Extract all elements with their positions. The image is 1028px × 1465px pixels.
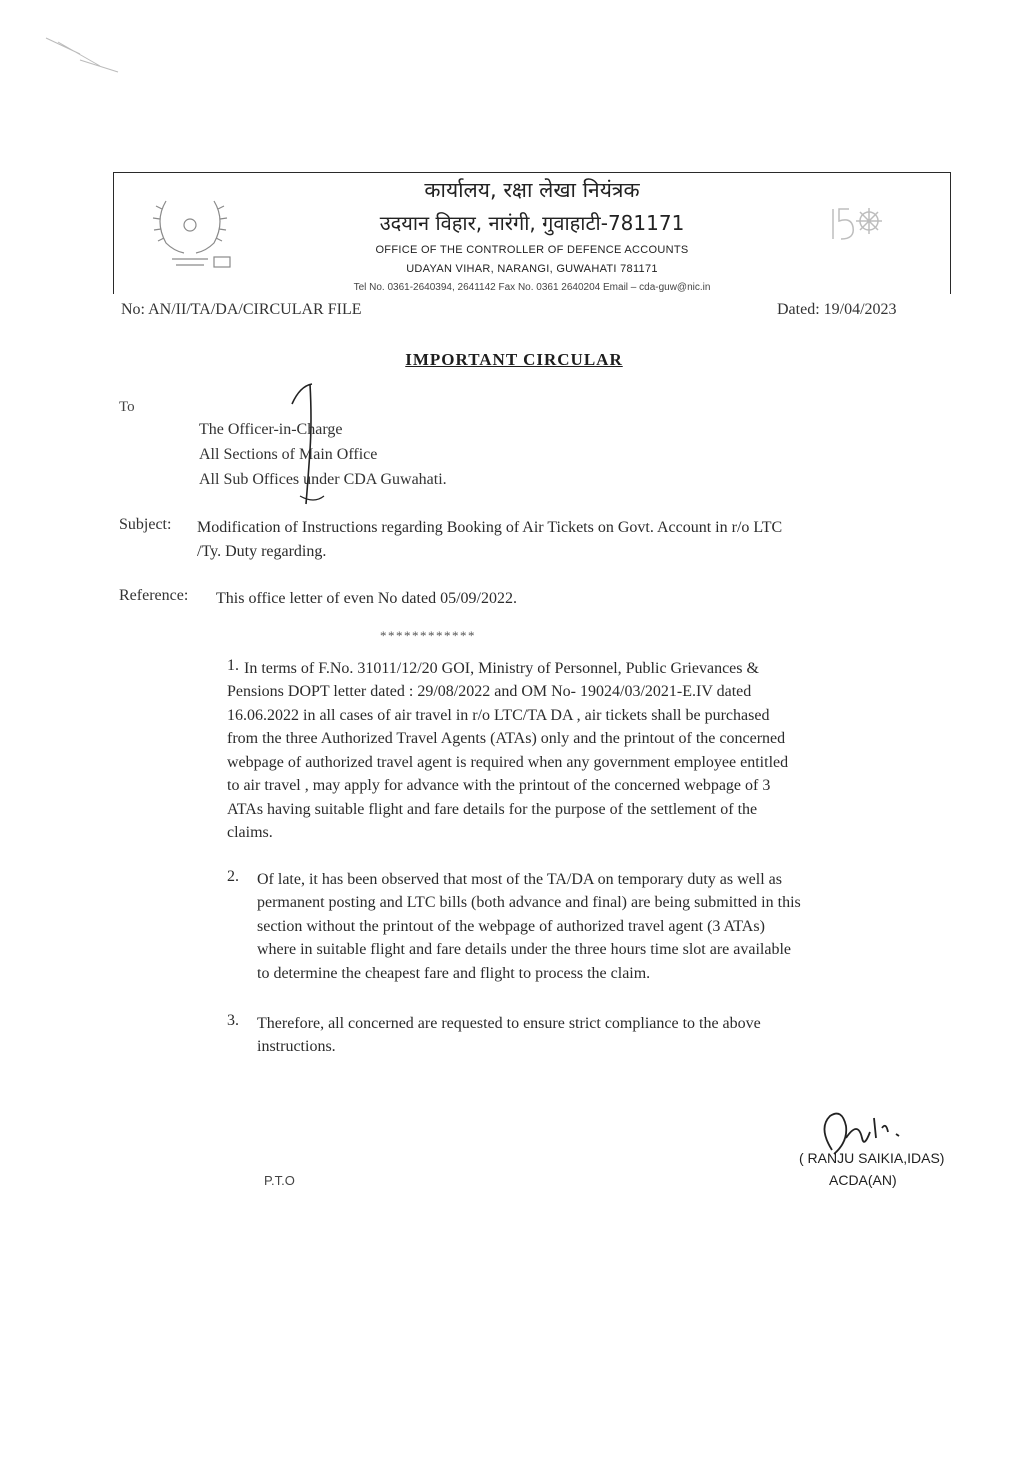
paragraph-line: to determine the cheapest fare and flight to process the claim.	[257, 965, 651, 982]
circular-title: IMPORTANT CIRCULAR	[405, 350, 623, 369]
office-address-hindi: उदयान विहार, नारंगी, गुवाहाटी-781171	[379, 211, 685, 235]
addressee-line: The Officer-in-Charge	[199, 421, 343, 438]
paragraph-number: 1.	[227, 657, 239, 674]
office-title-english: OFFICE OF THE CONTROLLER OF DEFENCE ACCOUNTS	[375, 244, 689, 256]
subject-line: Modification of Instructions regarding Booking of Air Tickets on Govt. Account in r/o LTC	[197, 519, 783, 536]
office-title-hindi: कार्यालय, रक्षा लेखा नियंत्रक	[424, 178, 640, 202]
letterhead	[113, 172, 951, 294]
office-contact: Tel No. 0361-2640394, 2641142 Fax No. 0361 2640204 Email – cda-guw@nic.in	[353, 282, 711, 293]
paragraph-number: 3.	[227, 1012, 239, 1029]
paragraph-line: webpage of authorized travel agent is required when any government employee entitled	[227, 754, 789, 771]
addressee-line: All Sub Offices under CDA Guwahati.	[199, 471, 447, 488]
paragraph-line: Of late, it has been observed that most of the TA/DA on temporary duty as well as	[257, 871, 782, 888]
addressee-line: All Sections of Main Office	[199, 446, 378, 463]
signatory-name: ( RANJU SAIKIA,IDAS)	[799, 1150, 945, 1166]
paragraph-line: from the three Authorized Travel Agents (ATAs) only and the printout of the concerned	[227, 730, 786, 747]
scan-mark	[40, 30, 130, 90]
paragraph-line: to air travel , may apply for advance with the printout of the concerned webpage of 3	[227, 777, 771, 794]
reference-label: Reference:	[119, 587, 189, 604]
signatory-designation: ACDA(AN)	[829, 1172, 897, 1188]
paragraph-line: ATAs having suitable flight and fare details for the purpose of the settlement of the	[227, 801, 758, 818]
subject-line: /Ty. Duty regarding.	[197, 543, 327, 560]
paragraph-line: In terms of F.No. 31011/12/20 GOI, Ministry of Personnel, Public Grievances &	[244, 660, 759, 677]
separator: ************	[380, 628, 476, 643]
paragraph-line: where in suitable flight and fare details under the three hours time slot are available	[257, 941, 792, 958]
to-label: To	[119, 399, 135, 415]
paragraph-line: instructions.	[257, 1038, 336, 1055]
paragraph-number: 2.	[227, 868, 239, 885]
reference-number: No: AN/II/TA/DA/CIRCULAR FILE	[121, 301, 362, 318]
paragraph-line: section without the printout of the webpage of authorized travel agent (3 ATAs)	[257, 918, 765, 935]
document-date: Dated: 19/04/2023	[777, 301, 897, 318]
paragraph-line: Pensions DOPT letter dated : 29/08/2022 and OM No- 19024/03/2021-E.IV dated	[227, 683, 752, 700]
reference-text: This office letter of even No dated 05/09/2022.	[216, 590, 517, 607]
paragraph-line: 16.06.2022 in all cases of air travel in r/o LTC/TA DA , air tickets shall be purchased	[227, 707, 770, 724]
paragraph-line: claims.	[227, 824, 273, 841]
office-address-english: UDAYAN VIHAR, NARANGI, GUWAHATI 781171	[406, 263, 658, 275]
subject-label: Subject:	[119, 516, 172, 533]
pto-note: P.T.O	[264, 1173, 295, 1188]
handwritten-mark	[280, 380, 350, 510]
paragraph-line: Therefore, all concerned are requested to ensure strict compliance to the above	[257, 1015, 761, 1032]
anniversary-logo-icon	[829, 203, 889, 258]
paragraph-line: permanent posting and LTC bills (both advance and final) are being submitted in this	[257, 894, 801, 911]
